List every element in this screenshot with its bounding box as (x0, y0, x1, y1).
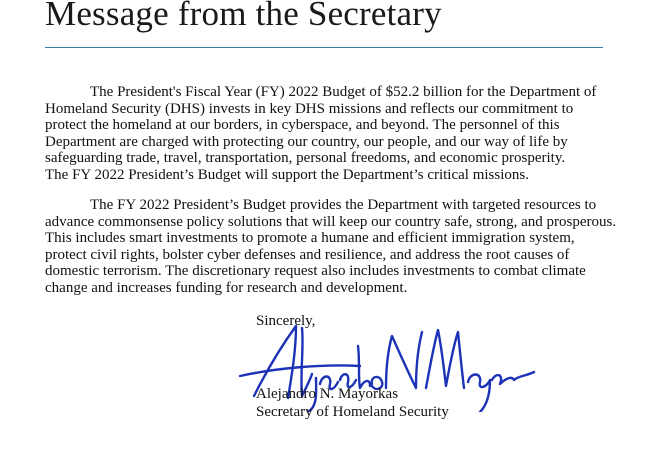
closing-salutation: Sincerely, (256, 313, 316, 329)
body-paragraph-2 (45, 197, 617, 296)
paragraph-line: Homeland Security (DHS) invests in key DHS missions and reflects our commitment to (45, 100, 574, 117)
page-title: Message from the Secretary (45, 0, 442, 33)
paragraph-line: This includes smart investments to promote a humane and efficient immigration system, (45, 230, 575, 246)
paragraph-line: Department are charged with protecting our country, our people, and our way of life by (45, 133, 568, 150)
body-paragraph-1 (45, 84, 610, 183)
paragraph-line: The FY 2022 President’s Budget provides the Department with targeted resources to (90, 197, 597, 213)
paragraph-line: The FY 2022 President’s Budget will support the Department’s critical missions. (45, 166, 529, 183)
signer-title: Secretary of Homeland Security (256, 404, 449, 420)
paragraph-line: protect civil rights, bolster cyber defenses and resilience, and address the root causes of (45, 246, 570, 263)
paragraph-line: safeguarding trade, travel, transportation, personal freedoms, and economic prosperity. (45, 150, 566, 166)
paragraph-line: domestic terrorism. The discretionary request also includes investments to combat climate (45, 263, 586, 279)
signer-name: Alejandro N. Mayorkas (256, 386, 399, 402)
paragraph-line: change and increases funding for research and development. (45, 279, 408, 296)
paragraph-line: advance commonsense policy solutions that will keep our country safe, strong, and prosperous. (45, 213, 617, 230)
paragraph-line: protect the homeland at our borders, in cyberspace, and beyond. The personnel of this (45, 117, 560, 133)
title-divider (45, 47, 603, 48)
paragraph-line: The President's Fiscal Year (FY) 2022 Budget of $52.2 billion for the Department of (90, 84, 597, 100)
